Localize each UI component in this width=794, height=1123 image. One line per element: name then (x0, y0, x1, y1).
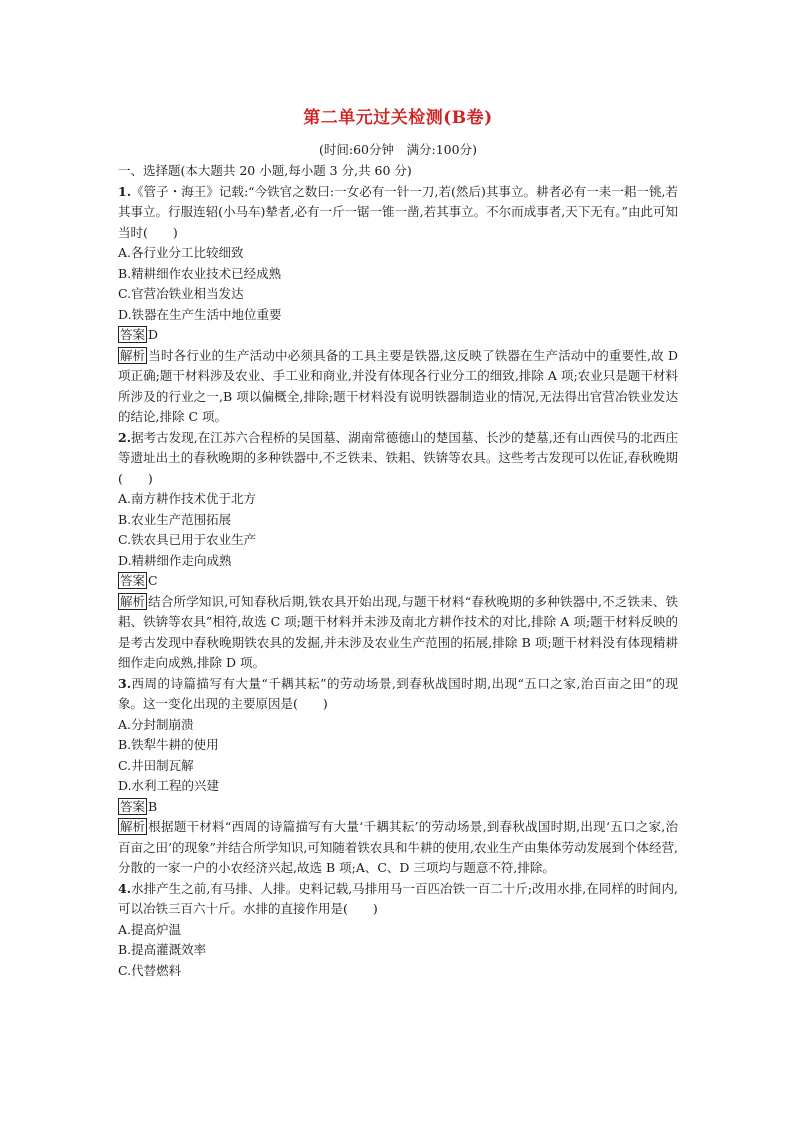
answer-line (118, 571, 678, 592)
answer-line (118, 797, 678, 818)
option-c: C.代替燃料 (118, 962, 182, 978)
question-text: 据考古发现,在江苏六合程桥的吴国墓、湖南常德德山的楚国墓、长沙的楚墓,还有山西侯马的北西庄等遗址出土的春秋晚期的多种铁器中,不乏铁耒、铁耜、铁锛等农具。这些考古发现可以佐证,春秋晚期( ) (118, 429, 678, 486)
question-2 (118, 428, 678, 674)
answer-tag: 答案 (120, 573, 146, 588)
option-c: C.井田制瓦解 (118, 757, 194, 773)
option-c: C.官营冶铁业相当发达 (118, 286, 244, 301)
question-text: 《管子・海王》记载:“今铁官之数曰:一女必有一针一刀,若(然后)其事立。耕者必有一耒一耜一铫,若其事立。行服连轺(小马车)辇者,必有一斤一锯一锥一凿,若其事立。不尔而成事者,天下无有。”由此可知当时( ) (118, 183, 678, 240)
question-stem (118, 182, 678, 244)
answer-tag: 答案 (120, 798, 146, 814)
question-3 (118, 674, 678, 879)
option-d: D.铁器在生产生活中地位重要 (118, 306, 282, 322)
question-number: 4. (118, 880, 132, 896)
option-a: A.分封制崩溃 (118, 716, 194, 732)
answer-line (118, 325, 678, 346)
analysis-tag: 解析 (120, 347, 146, 363)
analysis-text: 根据题干材料“西周的诗篇描写有大量‘千耦其耘’的劳动场景,到春秋战国时期,出现‘五口之家,治百亩之田’的现象”并结合所学知识,可知随着铁农具和牛耕的使用,农业生产由集体劳动发展到个体经营,分散的一家一户的小农经济兴起,故选 B 项;A、C、D 三项均与题意不符,排除。 (118, 819, 678, 875)
page-title: 第二单元过关检测(B卷) (303, 108, 493, 128)
question-number: 2. (118, 429, 132, 445)
question-number: 1. (118, 183, 132, 199)
option-b: B.提高灌溉效率 (118, 942, 207, 957)
option-a: A.提高炉温 (118, 921, 182, 937)
option-b: B.精耕细作农业技术已经成熟 (118, 265, 282, 281)
analysis-line (118, 592, 678, 674)
analysis-text: 结合所学知识,可知春秋后期,铁农具开始出现,与题干材料“春秋晚期的多种铁器中,不乏铁耒、铁耜、铁锛等农具”相符,故选 C 项;题干材料并未涉及南北方耕作技术的对比,排除 A 项;题干材料反映的是考古发现中春秋晚期铁农具的发掘,并未涉及农业生产范围的拓展,排除 B 项;题干材料没有体现精耕细作走向成熟,排除 D 项。 (118, 593, 678, 670)
option-a: A.各行业分工比较细致 (118, 245, 244, 260)
question-stem (118, 879, 678, 920)
analysis-line (118, 817, 678, 879)
exam-time-info: (时间:60分钟 满分:100分) (319, 142, 477, 157)
question-1 (118, 182, 678, 428)
question-number: 3. (118, 675, 132, 691)
question-text: 水排产生之前,有马排、人排。史料记载,马排用马一百匹冶铁一百二十斤;改用水排,在同样的时间内,可以冶铁三百六十斤。水排的直接作用是( ) (118, 880, 678, 916)
option-b: B.铁犁牛耕的使用 (118, 737, 219, 752)
answer-tag: 答案 (120, 327, 146, 342)
option-d: D.水利工程的兴建 (118, 778, 220, 793)
question-4 (118, 879, 678, 982)
answer-value: B (148, 798, 158, 814)
answer-value: D (148, 327, 159, 342)
option-b: B.农业生产范围拓展 (118, 511, 232, 527)
analysis-text: 当时各行业的生产活动中必须具备的工具主要是铁器,这反映了铁器在生产活动中的重要性,故 D 项正确;题干材料涉及农业、手工业和商业,并没有体现各行业分工的细致,排除 A 项;农业只是题干材料所涉及的行业之一,B 项以偏概全,排除;题干材料没有说明铁器制造业的情况,无法得出官营冶铁业发达的结论,排除 C 项。 (118, 347, 678, 424)
document-page (118, 103, 678, 981)
section-heading: 一、选择题(本大题共 20 小题,每小题 3 分,共 60 分) (118, 163, 412, 178)
question-stem (118, 428, 678, 490)
answer-value: C (148, 573, 158, 588)
analysis-tag: 解析 (120, 593, 146, 609)
option-d: D.精耕细作走向成熟 (118, 552, 232, 568)
analysis-line (118, 346, 678, 428)
question-text: 西周的诗篇描写有大量“千耦其耘”的劳动场景,到春秋战国时期,出现“五口之家,治百亩之田”的现象。这一变化出现的主要原因是( ) (118, 675, 678, 711)
option-c: C.铁农具已用于农业生产 (118, 532, 257, 547)
option-a: A.南方耕作技术优于北方 (118, 491, 257, 506)
analysis-tag: 解析 (120, 819, 146, 834)
question-stem (118, 674, 678, 715)
